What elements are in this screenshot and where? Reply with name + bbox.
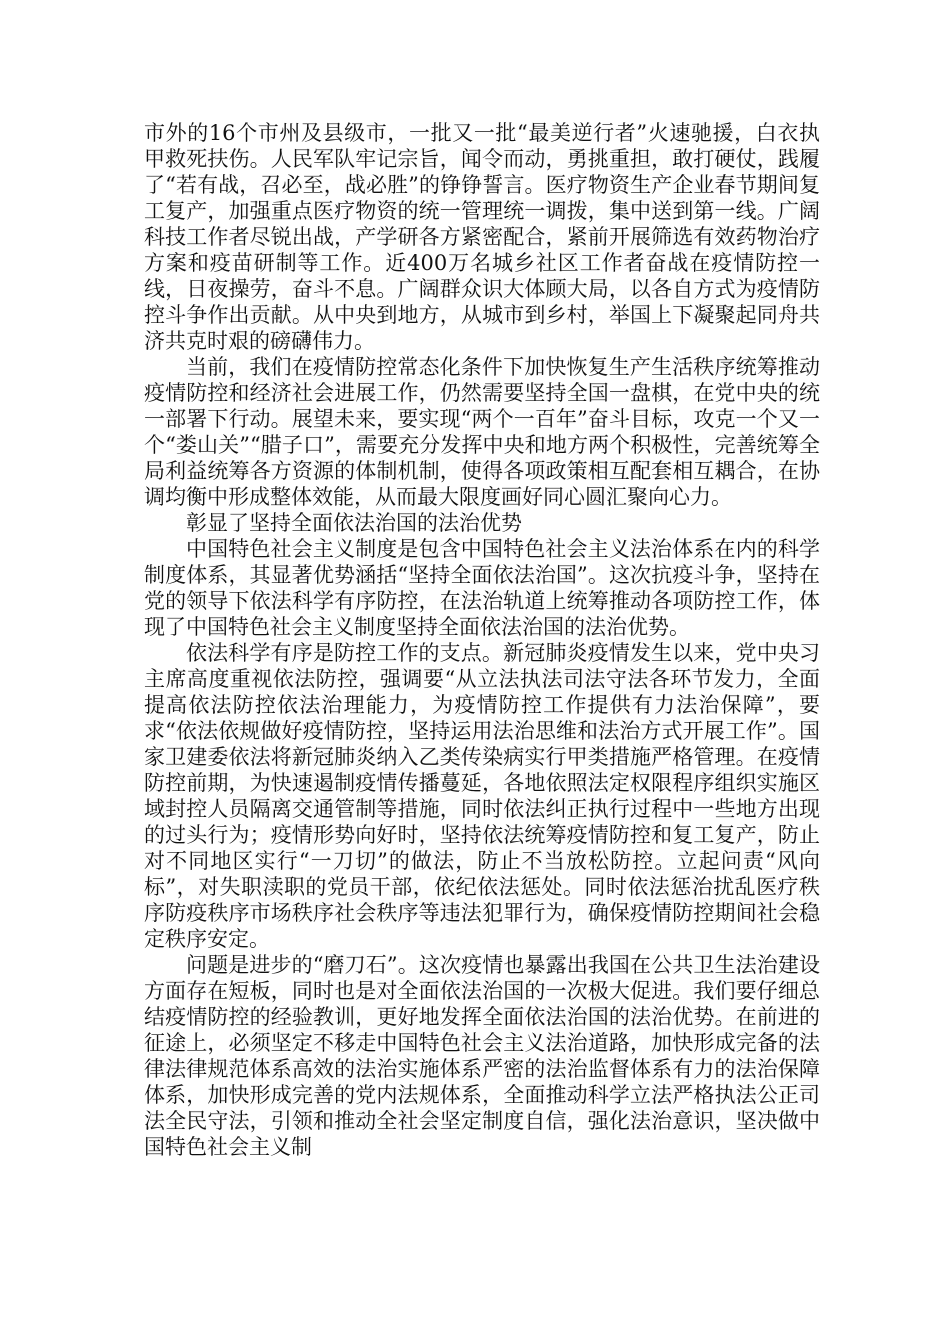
paragraph-legal-prevention: 依法科学有序是防控工作的支点。新冠肺炎疫情发生以来，党中央习主席高度重视依法防控，强调要“从立法执法司法守法各环节发力，全面提高依法防控依法治理能力，为疫情防控工作提供有力法治保障”，要求“依法依规做好疫情防控，坚持运用法治思维和法治方式开展工作”。国家卫建委依法将新冠肺炎纳入乙类传染病实行甲类措施严格管理。在疫情防控前期，为快速遏制疫情传播蔓延，各地依照法定权限程序组织实施区域封控人员隔离交通管制等措施，同时依法纠正执行过程中一些地方出现的过头行为；疫情形势向好时，坚持依法统筹疫情防控和复工复产，防止对不同地区实行“一刀切”的做法，防止不当放松防控。立起问责“风向标”，对失职渎职的党员干部，依纪依法惩处。同时依法惩治扰乱医疗秩序防疫秩序市场秩序社会秩序等违法犯罪行为，确保疫情防控期间社会稳定秩序安定。 bbox=[144, 641, 820, 951]
paragraph-legal-system: 中国特色社会主义制度是包含中国特色社会主义法治体系在内的科学制度体系，其显著优势涵括“坚持全面依法治国”。这次抗疫斗争，坚持在党的领导下依法科学有序防控，在法治轨道上统筹推动各项防控工作，体现了中国特色社会主义制度坚持全面依法治国的法治优势。 bbox=[144, 537, 820, 639]
section-heading-rule-of-law: 彰显了坚持全面依法治国的法治优势 bbox=[186, 511, 522, 535]
paragraph-continued: 市外的16个市州及县级市，一批又一批“最美逆行者”火速驰援，白衣执甲救死扶伤。人民军队牢记宗旨，闻令而动，勇挑重担，敢打硬仗，践履了“若有战，召必至，战必胜”的铮铮誓言。医疗物资生产企业春节期间复工复产，加强重点医疗物资的统一管理统一调拨，集中送到第一线。广阔科技工作者尽锐出战，产学研各方紧密配合，紧前开展筛选有效药物治疗方案和疫苗研制等工作。近400万名城乡社区工作者奋战在疫情防控一线，日夜操劳，奋斗不息。广阔群众识大体顾大局，以各自方式为疫情防控斗争作出贡献。从中央到地方，从城市到乡村，举国上下凝聚起同舟共济共克时艰的磅礴伟力。 bbox=[144, 121, 820, 353]
document-body bbox=[144, 120, 820, 1160]
paragraph-current-situation: 当前，我们在疫情防控常态化条件下加快恢复生产生活秩序统筹推动疫情防控和经济社会进展工作，仍然需要坚持全国一盘棋，在党中央的统一部署下行动。展望未来，要实现“两个一百年”奋斗目标，攻克一个又一个“娄山关”“腊子口”，需要充分发挥中央和地方两个积极性，完善统筹全局利益统筹各方资源的体制机制，使得各项政策相互配套相互耦合，在协调均衡中形成整体效能，从而最大限度画好同心圆汇聚向心力。 bbox=[144, 355, 820, 509]
paragraph-problems: 问题是进步的“磨刀石”。这次疫情也暴露出我国在公共卫生法治建设方面存在短板，同时也是对全面依法治国的一次极大促进。我们要仔细总结疫情防控的经验教训，更好地发挥全面依法治国的法治优势。在前进的征途上，必须坚定不移走中国特色社会主义法治道路，加快形成完备的法律法律规范体系高效的法治实施体系严密的法治监督体系有力的法治保障体系，加快形成完善的党内法规体系，全面推动科学立法严格执法公正司法全民守法，引领和推动全社会坚定制度自信，强化法治意识，坚决做中国特色社会主义制 bbox=[144, 953, 820, 1159]
